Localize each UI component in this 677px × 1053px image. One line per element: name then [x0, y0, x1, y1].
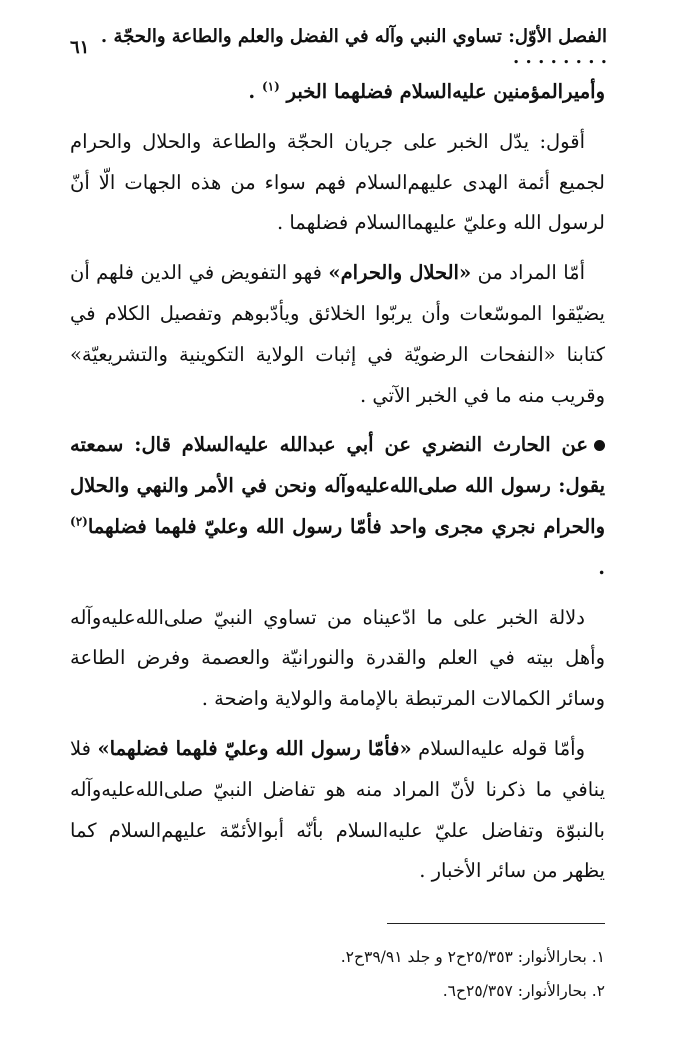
- paragraph-3-intro: أمّا المراد من: [471, 261, 586, 285]
- paragraph-1-text: وأميرالمؤمنين عليه‌السلام فضلهما الخبر: [286, 80, 605, 103]
- running-header: [70, 26, 607, 68]
- footnote-ref-1: (١): [261, 79, 280, 94]
- hadith-end: .: [598, 555, 605, 579]
- paragraph-6-intro: وأمّا قوله عليه‌السلام: [411, 736, 585, 760]
- paragraph-3-rest: فهو التفويض في الدين فلهم أن يضيّقوا الموسّعات وأن يربّوا الخلائق ويأدّبوهم وتفصيل الكلام في كتابنا «النفحات الرضويّة في إثبات الولاية التكوينية والتشريعيّة» وقريب منه ما في الخبر الآتي .: [70, 261, 605, 407]
- paragraph-3-term: «الحلال والحرام»: [328, 261, 472, 285]
- footnote-divider: [387, 923, 605, 924]
- footnote-2: ٢. بحارالأنوار: ٢٥/٣٥٧ح٦.: [442, 982, 605, 1000]
- footnote-1: ١. بحارالأنوار: ٢٥/٣٥٣ح٢ و جلد ٣٩/٩١ح٢.: [340, 948, 605, 966]
- paragraph-6: [70, 729, 605, 892]
- paragraph-3: [70, 253, 605, 416]
- paragraph-2: أقول: يدّل الخبر على جريان الحجّة والطاعة والحلال والحرام لجميع أئمة الهدى عليهم‌السلام فهم سواء من هذه الجهات الّا أنّ لرسول الله وعليّ عليهما‌السلام فضلهما .: [70, 129, 605, 235]
- hadith-paragraph: [70, 425, 605, 588]
- footnotes: [70, 940, 605, 1008]
- footnote-ref-2: (٢): [70, 514, 88, 529]
- paragraph-6-rest: فلا ينافي ما ذكرنا لأنّ المراد منه هو تفاضل النبيّ صلى‌الله‌عليه‌وآله بالنبوّة وتفاضل عليّ عليه‌السلام بأنّه أبوالأئمّة عليهم‌السلام كما يظهر من سائر الأخبار .: [70, 736, 605, 883]
- paragraph-1: [70, 72, 605, 113]
- paragraph-6-quote: «فأمّا رسول الله وعليّ فلهما فضلهما»: [97, 736, 412, 760]
- chapter-title: الفصل الأوّل: تساوي النبي وآله في الفضل والعلم والطاعة والحجّة . . . . . . . . .: [100, 26, 607, 68]
- bullet-icon: [594, 440, 605, 451]
- paragraph-1-end: .: [248, 80, 262, 103]
- hadith-text: عن الحارث النضري عن أبي عبدالله عليه‌السلام قال: سمعته يقول: رسول الله صلى‌الله‌عليه‌وآله ونحن في الأمر والنهي والحلال والحرام نجري مجرى واحد فأمّا رسول الله وعليّ فلهما فضلهما: [70, 433, 605, 538]
- page-number: ٦١: [70, 36, 90, 58]
- paragraph-5: دلالة الخبر على ما ادّعيناه من تساوي النبيّ صلى‌الله‌عليه‌وآله وأهل بيته في العلم والقدرة والنورانيّة والعصمة وفرض الطاعة وسائر الكمالات المرتبطة بالإمامة والولاية واضحة .: [70, 605, 605, 711]
- main-text: [70, 72, 605, 892]
